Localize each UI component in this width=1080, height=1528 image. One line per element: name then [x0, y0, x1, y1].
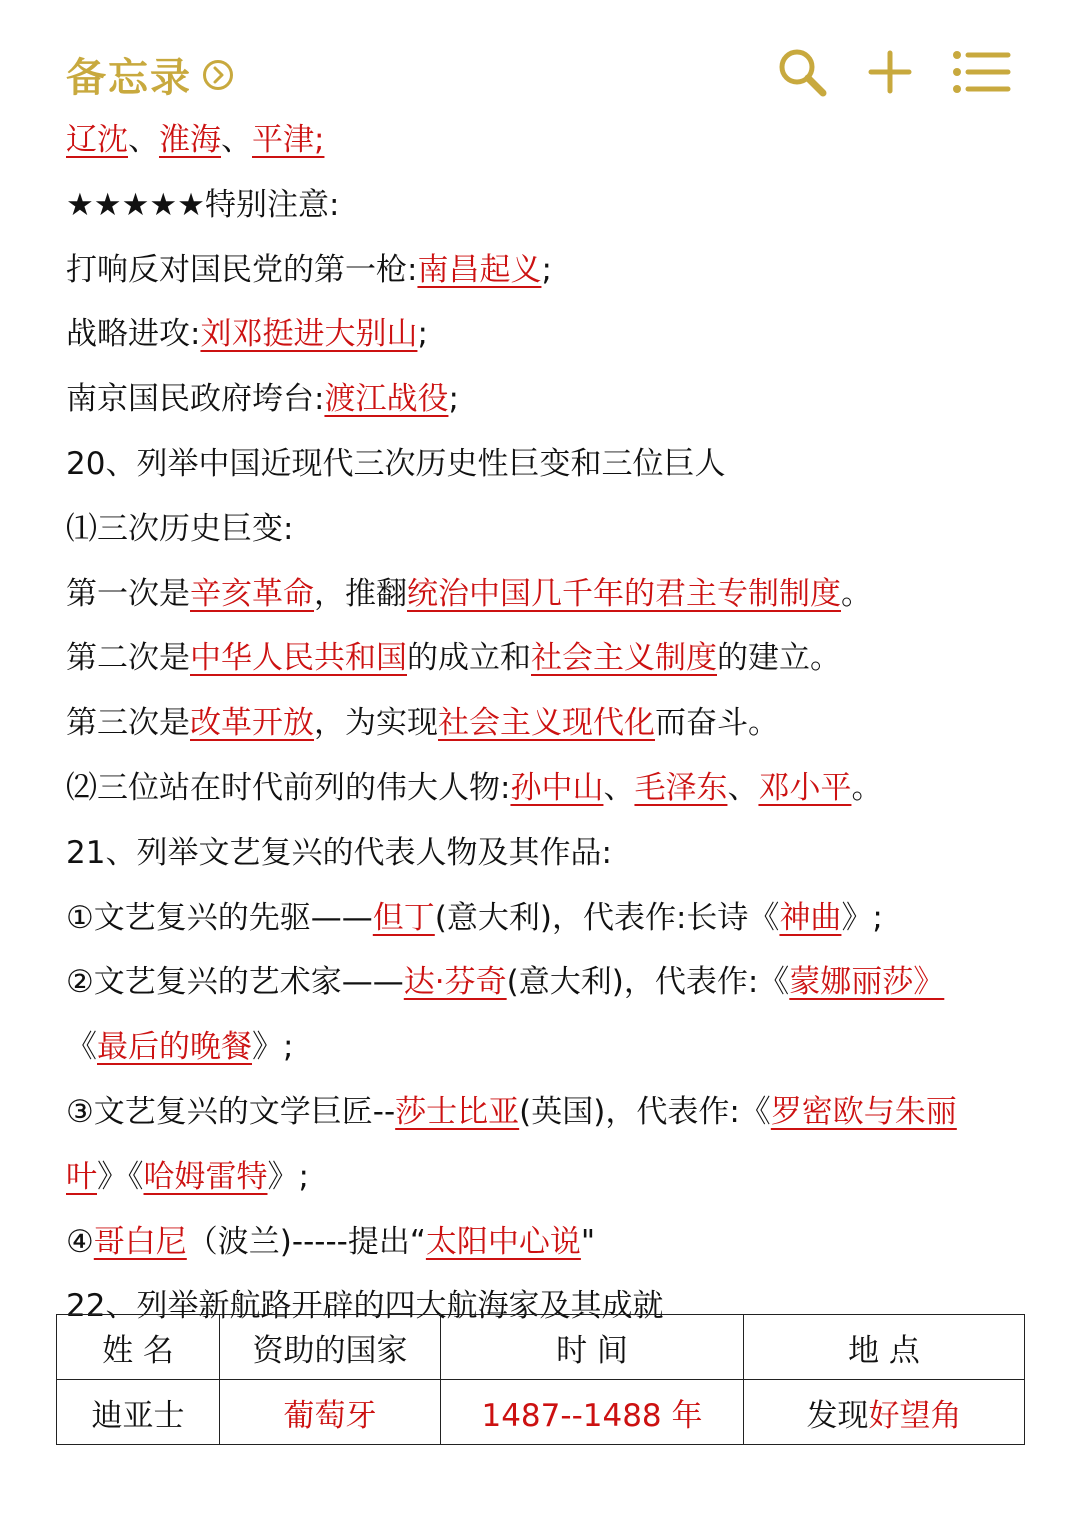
note-text: 、 [727, 769, 759, 806]
column-header: 姓 名 [57, 1315, 220, 1380]
column-header: 时 间 [441, 1315, 744, 1380]
note-text: 南京国民政府垮台: [66, 381, 325, 418]
table-header-row [57, 1315, 1025, 1380]
note-line [66, 562, 1026, 627]
note-text: 第二次是 [66, 640, 190, 677]
note-text: 第三次是 [66, 705, 190, 742]
search-icon[interactable] [776, 46, 830, 100]
note-line [66, 950, 1026, 1015]
section-heading: 22、列举新航路开辟的四大航海家及其成就 [66, 1288, 664, 1325]
note-text: 》; [252, 1029, 294, 1066]
note-text: ; [448, 381, 459, 418]
highlight-text: 叶 [66, 1158, 97, 1195]
highlight-text: 改革开放 [190, 705, 314, 742]
cell-place [744, 1380, 1025, 1445]
highlight-text: 统治中国几千年的君主专制制度 [407, 575, 841, 612]
cell-country: 葡萄牙 [220, 1380, 441, 1445]
column-header: 资助的国家 [220, 1315, 441, 1380]
app-title: 备忘录 [66, 55, 192, 101]
note-text: 、 [128, 122, 159, 158]
note-line [66, 497, 1026, 562]
column-header: 地 点 [744, 1315, 1025, 1380]
note-text: 《 [66, 1029, 97, 1066]
note-line [66, 821, 1026, 886]
note-text: " [580, 1223, 596, 1260]
chevron-right-circle-icon [202, 59, 234, 91]
highlight-text: 邓小平 [758, 769, 852, 806]
highlight-text: 孙中山 [510, 769, 604, 806]
note-text: (英国)，代表作:《 [519, 1093, 771, 1130]
highlight-text: 毛泽东 [634, 769, 728, 806]
highlight-text: 莎士比亚 [395, 1093, 520, 1130]
note-line [66, 626, 1026, 691]
note-text: 的成立和 [407, 640, 531, 677]
note-line [66, 432, 1026, 497]
highlight-text: 中华人民共和国 [190, 640, 407, 677]
highlight-text: 南昌起义 [417, 251, 542, 288]
note-text: 》《 [97, 1158, 144, 1195]
note-text: (意大利)，代表作:《 [506, 964, 790, 1001]
highlight-text: 刘邓挺进大别山 [200, 316, 418, 353]
note-text: 、 [221, 122, 252, 158]
note-text: ②文艺复兴的艺术家—— [66, 964, 404, 1001]
note-line [66, 1145, 1026, 1210]
highlight-text: 淮海 [159, 122, 221, 158]
section-heading: 20、列举中国近现代三次历史性巨变和三位巨人 [66, 445, 726, 482]
place-highlight: 好望角 [868, 1397, 962, 1434]
note-text: ⑵三位站在时代前列的伟大人物: [66, 769, 511, 806]
note-text: ④ [66, 1223, 94, 1260]
note-line [66, 886, 1026, 951]
note-line [66, 302, 1026, 367]
note-text: ; [417, 316, 428, 353]
highlight-text: 太阳中心说 [425, 1223, 581, 1260]
note-text: 。 [841, 575, 872, 612]
note-line [66, 1080, 1026, 1145]
note-text: 、 [603, 769, 635, 806]
note-text: 的建立。 [717, 640, 841, 677]
note-line [66, 1210, 1026, 1275]
note-text: 。 [851, 769, 883, 806]
note-text: ⑴三次历史巨变: [66, 510, 294, 547]
highlight-text: 渡江战役 [324, 381, 449, 418]
note-line [66, 756, 1026, 821]
table-row [57, 1380, 1025, 1445]
note-text: (意大利)，代表作:长诗《 [434, 899, 780, 936]
note-text: 》; [841, 899, 883, 936]
highlight-text: 最后的晚餐 [97, 1029, 252, 1066]
note-line [66, 108, 1026, 173]
note-text: ，推翻 [314, 575, 407, 612]
highlight-text: 达·芬奇 [403, 964, 507, 1001]
highlight-text: 辛亥革命 [190, 575, 314, 612]
highlight-text: 哈姆雷特 [143, 1158, 268, 1195]
highlight-text: 蒙娜丽莎》 [789, 964, 945, 1001]
note-text: ★★★★★特别注意: [66, 186, 340, 223]
note-text: 》; [267, 1158, 309, 1195]
note-line [66, 238, 1026, 303]
place-prefix: 发现 [806, 1397, 869, 1434]
note-line [66, 1015, 1026, 1080]
note-text: 而奋斗。 [655, 705, 779, 742]
highlight-text: 平津; [252, 122, 325, 158]
note-text: （波兰)-----提出“ [186, 1223, 426, 1260]
highlight-text: 社会主义现代化 [438, 705, 655, 742]
note-line [66, 691, 1026, 756]
highlight-text: 社会主义制度 [531, 640, 717, 677]
section-heading: 21、列举文艺复兴的代表人物及其作品: [66, 834, 612, 871]
note-text: ; [541, 251, 552, 288]
note-line [66, 173, 1026, 238]
app-header [0, 0, 1080, 110]
note-text: ③文艺复兴的文学巨匠-- [66, 1093, 396, 1130]
highlight-text: 辽沈 [66, 122, 128, 158]
navigators-table [56, 1314, 1025, 1445]
back-to-notes-button[interactable] [66, 46, 234, 103]
highlight-text: 哥白尼 [93, 1223, 187, 1260]
highlight-text: 罗密欧与朱丽 [770, 1093, 957, 1130]
cell-time: 1487--1488 年 [441, 1380, 744, 1445]
plus-icon[interactable] [868, 50, 912, 94]
highlight-text: 但丁 [372, 899, 435, 936]
note-body[interactable] [66, 108, 1026, 1339]
note-text: 战略进攻: [66, 316, 201, 353]
note-text: ，为实现 [314, 705, 438, 742]
note-text: 第一次是 [66, 575, 190, 612]
list-icon[interactable] [952, 50, 1012, 94]
note-text: 打响反对国民党的第一枪: [66, 251, 418, 288]
note-text: ①文艺复兴的先驱—— [66, 899, 373, 936]
note-line [66, 367, 1026, 432]
cell-name: 迪亚士 [57, 1380, 220, 1445]
highlight-text: 神曲 [779, 899, 842, 936]
